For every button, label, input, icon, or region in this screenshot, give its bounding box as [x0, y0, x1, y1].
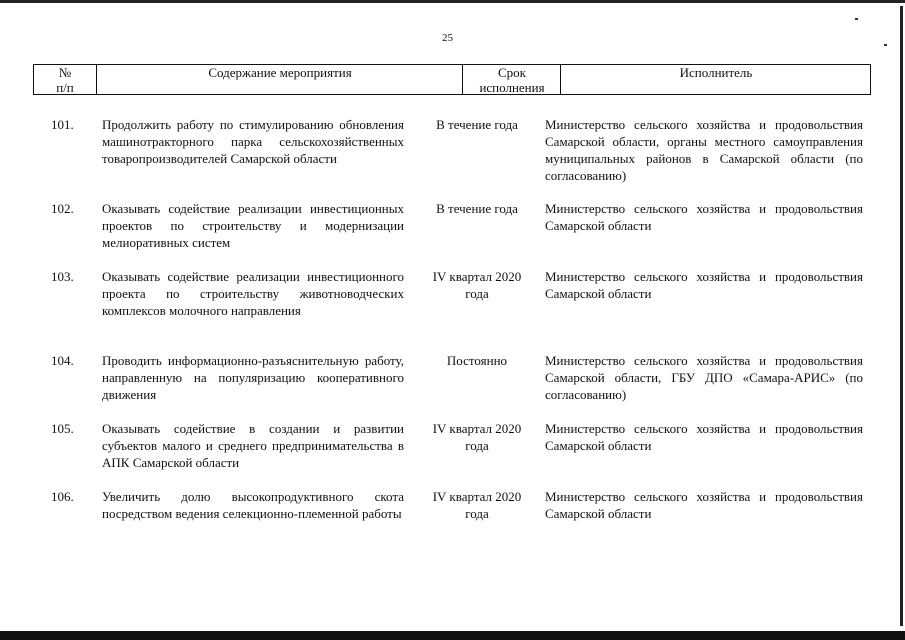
row-content: Оказывать содействие реализации инвестиционных проектов по строительству и модернизации мелиоративных систем — [102, 201, 404, 250]
scan-speck — [855, 18, 858, 20]
row-executor: Министерство сельского хозяйства и продовольствия Самарской области, органы местного самоуправления муниципальных районов в Самарской области (по согласованию) — [545, 117, 863, 183]
scan-bottom-border — [0, 631, 905, 640]
row-term: Постоянно — [446, 353, 508, 368]
row-term: IV квартал 2020 года — [432, 489, 522, 521]
row-term: IV квартал 2020 года — [432, 269, 522, 301]
row-content: Продолжить работу по стимулированию обновления машинотракторного парка сельскохозяйственных товаропроизводителей Самарской области — [102, 117, 404, 166]
row-executor: Министерство сельского хозяйства и продовольствия Самарской области — [545, 421, 863, 453]
row-number: 101. — [51, 117, 74, 132]
row-content: Проводить информационно-разъяснительную работу, направленную на популяризацию кооперативного движения — [102, 353, 404, 402]
header-term-column — [462, 65, 561, 94]
row-number: 104. — [51, 353, 74, 368]
row-executor: Министерство сельского хозяйства и продовольствия Самарской области — [545, 269, 863, 301]
row-content: Увеличить долю высокопродуктивного скота посредством ведения селекционно-племенной работы — [102, 489, 404, 521]
row-executor: Министерство сельского хозяйства и продовольствия Самарской области, ГБУ ДПО «Самара-АРИС» (по согласованию) — [545, 353, 863, 402]
row-number: 106. — [51, 489, 74, 504]
scan-right-border — [900, 6, 903, 626]
row-number: 102. — [51, 201, 74, 216]
header-number-line2: п/п — [56, 80, 74, 95]
header-executor-column — [560, 65, 871, 94]
header-term-line2: исполнения — [479, 80, 545, 95]
row-content: Оказывать содействие реализации инвестиционного проекта по строительству животноводческих комплексов молочного направления — [102, 269, 404, 318]
row-executor: Министерство сельского хозяйства и продовольствия Самарской области — [545, 489, 863, 521]
row-term: В течение года — [436, 117, 518, 132]
row-term: IV квартал 2020 года — [432, 421, 522, 453]
row-executor: Министерство сельского хозяйства и продовольствия Самарской области — [545, 201, 863, 233]
header-executor-label: Исполнитель — [679, 65, 753, 80]
scan-speck — [884, 44, 887, 46]
header-term-line1: Срок — [498, 65, 526, 80]
row-number: 103. — [51, 269, 74, 284]
page-number: 25 — [442, 32, 453, 44]
scan-top-border — [0, 0, 905, 3]
table-header — [33, 64, 871, 95]
header-content-column — [96, 65, 463, 94]
header-number-column — [34, 65, 96, 94]
row-number: 105. — [51, 421, 74, 436]
header-number-line1: № — [58, 65, 72, 80]
row-content: Оказывать содействие в создании и развитии субъектов малого и среднего предпринимательства в АПК Самарской области — [102, 421, 404, 470]
row-term: В течение года — [436, 201, 518, 216]
header-content-label: Содержание мероприятия — [208, 65, 352, 80]
